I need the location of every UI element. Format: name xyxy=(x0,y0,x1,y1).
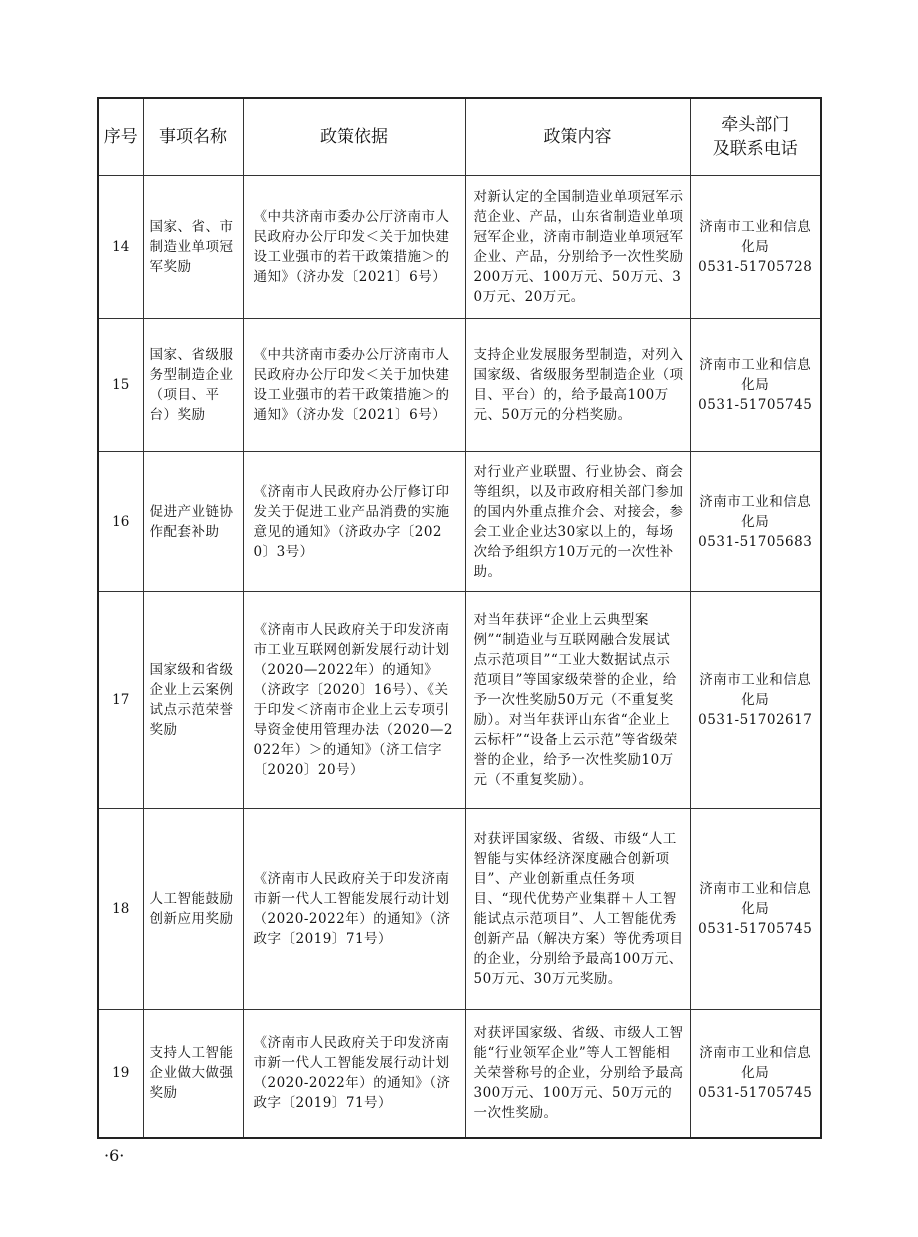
policy-basis: 《中共济南市委办公厅济南市人民政府办公厅印发＜关于加快建设工业强市的若干政策措施＞的通知》（济办发〔2021〕6号） xyxy=(243,319,465,452)
dept-phone: 0531-51705683 xyxy=(698,533,813,550)
policy-content: 对获评国家级、省级、市级人工智能“行业领军企业”等人工智能相关荣誉称号的企业，分别给予最高300万元、100万元、50万元的一次性奖励。 xyxy=(465,1010,690,1138)
policy-basis: 《中共济南市委办公厅济南市人民政府办公厅印发＜关于加快建设工业强市的若干政策措施＞的通知》（济办发〔2021〕6号） xyxy=(243,176,465,319)
header-content: 政策内容 xyxy=(465,98,690,176)
row-number: 14 xyxy=(98,176,143,319)
dept-contact xyxy=(690,1010,821,1138)
table-row xyxy=(98,176,821,319)
dept-phone: 0531-51702617 xyxy=(698,712,813,728)
dept-name: 济南市工业和信息化局 xyxy=(699,672,812,708)
table-row xyxy=(98,452,821,592)
header-dept-line1: 牵头部门 xyxy=(721,115,790,135)
policy-table xyxy=(97,97,822,1139)
policy-content: 对当年获评“企业上云典型案例”“制造业与互联网融合发展试点示范项目”“工业大数据试点示范项目”等国家级荣誉的企业，给予一次性奖励50万元（不重复奖励）。对当年获评山东省“企业上云标杆”“设备上云示范”等省级荣誉的企业，给予一次性奖励10万元（不重复奖励）。 xyxy=(465,592,690,809)
dept-phone: 0531-51705728 xyxy=(698,259,813,275)
dept-phone: 0531-51705745 xyxy=(698,1085,813,1102)
table-row xyxy=(98,1010,821,1138)
header-no: 序号 xyxy=(98,98,143,176)
dept-contact xyxy=(690,452,821,592)
policy-basis: 《济南市人民政府关于印发济南市新一代人工智能发展行动计划（2020-2022年）的通知》（济政字〔2019〕71号） xyxy=(243,1010,465,1138)
policy-basis: 《济南市人民政府关于印发济南市新一代人工智能发展行动计划（2020-2022年）的通知》（济政字〔2019〕71号） xyxy=(243,809,465,1010)
item-name: 国家、省级服务型制造企业（项目、平台）奖励 xyxy=(143,319,243,452)
header-dept xyxy=(690,98,821,176)
item-name: 促进产业链协作配套补助 xyxy=(143,452,243,592)
dept-contact xyxy=(690,809,821,1010)
dept-contact xyxy=(690,592,821,809)
row-number: 15 xyxy=(98,319,143,452)
dept-name: 济南市工业和信息化局 xyxy=(699,881,812,917)
header-row xyxy=(98,98,821,176)
item-name: 国家、省、市制造业单项冠军奖励 xyxy=(143,176,243,319)
policy-content: 对行业产业联盟、行业协会、商会等组织，以及市政府相关部门参加的国内外重点推介会、对接会，参会工业企业达30家以上的，每场次给予组织方10万元的一次性补助。 xyxy=(465,452,690,592)
row-number: 16 xyxy=(98,452,143,592)
row-number: 17 xyxy=(98,592,143,809)
item-name: 国家级和省级企业上云案例试点示范荣誉奖励 xyxy=(143,592,243,809)
policy-content: 对获评国家级、省级、市级“人工智能与实体经济深度融合创新项目”、产业创新重点任务项目、“现代优势产业集群＋人工智能试点示范项目”、人工智能优秀创新产品（解决方案）等优秀项目的企业，分别给予最高100万元、50万元、30万元奖励。 xyxy=(465,809,690,1010)
policy-basis: 《济南市人民政府关于印发济南市工业互联网创新发展行动计划（2020—2022年）的通知》（济政字〔2020〕16号）、《关于印发＜济南市企业上云专项引导资金使用管理办法（2020—2022年）＞的通知》（济工信字〔2020〕20号） xyxy=(243,592,465,809)
item-name: 支持人工智能企业做大做强奖励 xyxy=(143,1010,243,1138)
dept-contact xyxy=(690,319,821,452)
page-number: ·6· xyxy=(104,1146,125,1165)
table-row xyxy=(98,592,821,809)
header-dept-line2: 及联系电话 xyxy=(712,139,798,159)
policy-basis: 《济南市人民政府办公厅修订印发关于促进工业产品消费的实施意见的通知》（济政办字〔2020〕3号） xyxy=(243,452,465,592)
row-number: 18 xyxy=(98,809,143,1010)
dept-name: 济南市工业和信息化局 xyxy=(699,357,812,393)
dept-phone: 0531-51705745 xyxy=(698,921,813,937)
dept-contact xyxy=(690,176,821,319)
header-basis: 政策依据 xyxy=(243,98,465,176)
dept-name: 济南市工业和信息化局 xyxy=(699,1045,812,1082)
row-number: 19 xyxy=(98,1010,143,1138)
table-row xyxy=(98,319,821,452)
dept-name: 济南市工业和信息化局 xyxy=(699,493,812,530)
policy-content: 对新认定的全国制造业单项冠军示范企业、产品，山东省制造业单项冠军企业，济南市制造业单项冠军企业、产品，分别给予一次性奖励200万元、100万元、50万元、30万元、20万元。 xyxy=(465,176,690,319)
table-row xyxy=(98,809,821,1010)
item-name: 人工智能鼓励创新应用奖励 xyxy=(143,809,243,1010)
dept-name: 济南市工业和信息化局 xyxy=(699,219,812,255)
dept-phone: 0531-51705745 xyxy=(698,397,813,413)
header-name: 事项名称 xyxy=(143,98,243,176)
policy-content: 支持企业发展服务型制造，对列入国家级、省级服务型制造企业（项目、平台）的，给予最高100万元、50万元的分档奖励。 xyxy=(465,319,690,452)
